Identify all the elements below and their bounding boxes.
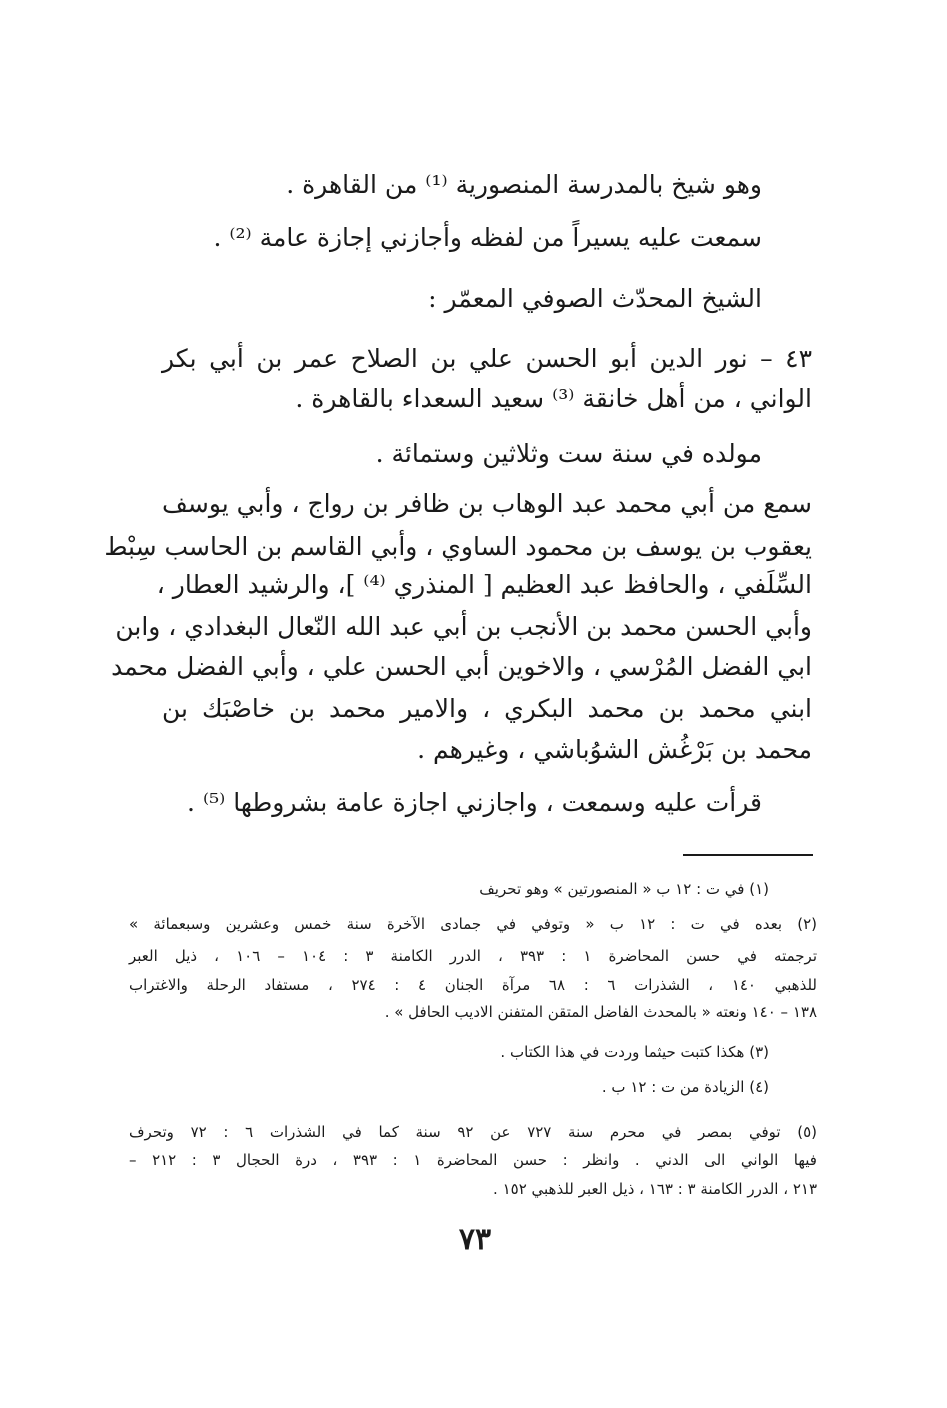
- body-line: سمعت عليه يسيراً من لفظه وأجازني إجازة عامة ⁽²⁾ .: [213, 223, 762, 252]
- body-line: سمع من أبي محمد عبد الوهاب بن ظافر بن رواج ، وأبي يوسف: [162, 489, 812, 518]
- body-line: يعقوب بن يوسف بن محمود الساوي ، وأبي القاسم بن الحاسب سِبْط: [104, 532, 812, 561]
- footnote-line: ٢١٣ ، الدرر الكامنة ٣ : ١٦٣ ، ذيل العبر للذهبي ١٥٢ .: [493, 1180, 817, 1198]
- section-heading: الشيخ المحدّث الصوفي المعمّر :: [428, 284, 762, 313]
- footnote-line: ترجمته في حسن المحاضرة ١ : ٣٩٣ ، الدرر الكامنة ٣ : ١٠٤ – ١٠٦ ، ذيل العبر: [129, 947, 818, 965]
- body-line: السِّلَفي ، والحافظ عبد العظيم [ المنذري ⁽⁴⁾ ]، والرشيد العطار ،: [156, 570, 812, 599]
- body-line: محمد بن بَرْغُش الشوُباشي ، وغيرهم .: [417, 735, 812, 764]
- body-line: مولده في سنة ست وثلاثين وستمائة .: [375, 439, 762, 468]
- body-line: الواني ، من أهل خانقة ⁽³⁾ سعيد السعداء بالقاهرة .: [295, 384, 812, 413]
- footnote-line: (٤) الزيادة من ت : ١٢ ب .: [601, 1078, 769, 1096]
- footnote-line: (٢) بعده في ت : ١٢ ب « وتوفي في جمادى الآخرة سنة خمس وعشرين وسبعمائة »: [129, 915, 818, 933]
- footnote-line: (١) في ت : ١٢ ب « المنصورتين » وهو تحريف: [479, 880, 769, 898]
- body-line: ابني محمد بن محمد البكري ، والامير محمد بن خاصْبَك بن: [162, 694, 812, 723]
- footnote-line: (٣) هكذا كتبت حيثما وردت في هذا الكتاب .: [500, 1043, 769, 1061]
- body-line: وأبي الحسن محمد بن الأنجب بن أبي عبد الله النّعال البغدادي ، وابن: [115, 612, 812, 641]
- footnote-line: فيها الواني الى الدني . وانظر : حسن المحاضرة ١ : ٣٩٣ ، درة الحجال ٣ : ٢١٢ –: [129, 1151, 817, 1169]
- body-line: وهو شيخ بالمدرسة المنصورية ⁽¹⁾ من القاهرة .: [286, 170, 762, 199]
- footnote-line: ١٣٨ – ١٤٠ ونعته « بالمحدث الفاضل المتقن المتفنن الاديب الحافل » .: [384, 1003, 817, 1021]
- entry-heading-line: ٤٣ – نور الدين أبو الحسن علي بن الصلاح عمر بن أبي بكر: [162, 344, 812, 373]
- body-line: قرأت عليه وسمعت ، واجازني اجازة عامة بشروطها ⁽⁵⁾ .: [187, 788, 762, 817]
- footnote-separator: [683, 854, 813, 856]
- page-number: ٧٣: [458, 1222, 492, 1257]
- footnote-line: (٥) توفي بمصر في محرم سنة ٧٢٧ عن ٩٢ سنة كما في الشذرات ٦ : ٧٢ وتحرف: [129, 1123, 818, 1141]
- body-line: ابي الفضل المُرْسي ، والاخوين أبي الحسن علي ، وأبي الفضل محمد: [111, 652, 812, 681]
- footnote-line: للذهبي ١٤٠ ، الشذرات ٦ : ٦٨ مرآة الجنان ٤ : ٢٧٤ ، مستفاد الرحلة والاغتراب: [129, 976, 817, 994]
